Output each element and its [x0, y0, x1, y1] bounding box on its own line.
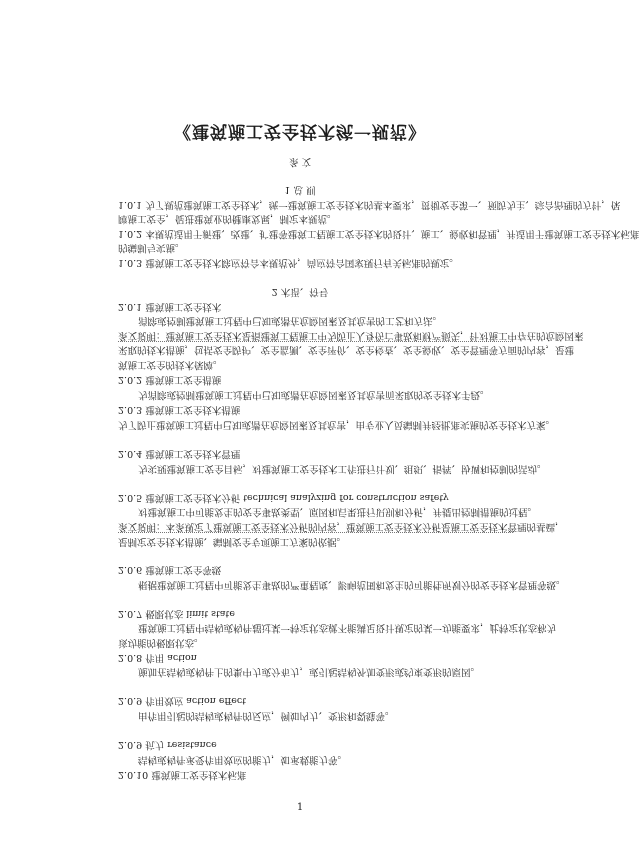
text-line: 障施工安全，促进建筑业的健康发展，制定本规范。 — [118, 213, 337, 224]
term-heading: 2.0.3 建筑施工安全技术措施 — [118, 404, 241, 415]
term-heading: 2.0.7 极限状态 limit state — [118, 608, 235, 619]
note-line: 采取的技术措施，包括安全防护、安全监测、安全评价、安全检查、安全验收、安全管理等方面的内容，是建 — [118, 344, 575, 355]
text-line: 1.0.1 为了规范建筑施工安全技术，统一建筑施工安全技术的基本要求，贯彻安全第一、预防为主、综合治理的方针，保 — [118, 199, 621, 210]
note-line: 条文说明：建筑施工安全技术是指建筑工程施工中为防止人身伤亡事故和财产损失，针对施工中存在的危险因素 — [118, 330, 584, 341]
text-line: 1.0.3 建筑施工安全技术除应符合本规范外，尚应符合国家现行有关标准的规定。 — [118, 257, 459, 268]
section-heading-terms: 2 术语、符号 — [271, 286, 329, 297]
term-heading: 2.0.9 作用效应 action effect — [118, 695, 247, 706]
term-heading: 2.0.1 建筑施工安全技术 — [118, 301, 222, 312]
text-line: 由作用引起的结构或构件的反应，例如内力、变形和裂缝等。 — [138, 710, 395, 721]
term-heading: 2.0.4 建筑施工安全技术管理 — [118, 448, 241, 459]
text-line: 该功能的极限状态。 — [118, 637, 204, 648]
note-line: 条文说明：本条规定了建筑施工安全技术分析的内容，建筑施工安全技术分析是施工安全技术管理的基础， — [118, 521, 565, 532]
text-line: 为实现建筑施工安全目标，对建筑施工安全技术工作进行计划、组织、指挥、协调和控制的活动。 — [138, 463, 547, 474]
term-heading: 2.0.8 作用 action — [118, 652, 197, 663]
text-line: 建筑施工过程中结构或构件超过某一特定状态就不能满足设计规定的某一功能要求，此特定状态称为 — [138, 622, 557, 633]
text-line: 为消除或控制建筑施工过程中已知或潜在危险因素及其危害而采取的安全技术手段。 — [138, 389, 490, 400]
subtitle: 条 文 — [288, 156, 312, 167]
document-title: 《建筑施工安全技术统一规范》 — [174, 121, 426, 141]
term-heading: 2.0.5 建筑施工安全技术分析 technical analyzing for construction safety — [118, 492, 449, 503]
page-number: 1 — [296, 802, 304, 813]
text-line: 的编制与实施。 — [118, 242, 185, 253]
text-line: 结构或构件承受作用效应的能力，如承载能力等。 — [138, 754, 348, 765]
note-line: 是制定安全技术措施、编制安全专项施工方案的依据。 — [118, 536, 347, 547]
text-line: 1.0.2 本规范适用于新建、改建、扩建等建筑工程施工安全技术的设计、施工、验收和管理，并适用于建筑施工安全技术标准 — [118, 228, 639, 239]
text-line: 施加在结构或构件上的集中力或分布力，或引起结构外加变形或约束变形的原因。 — [138, 666, 481, 677]
note-line: 筑施工安全的技术保障。 — [118, 359, 223, 370]
term-heading: 2.0.9 抗力 resistance — [118, 739, 217, 750]
term-heading: 2.0.6 建筑施工安全等级 — [118, 564, 222, 575]
section-heading-general: 1 总 则 — [284, 184, 316, 195]
text-line: 为了防止建筑施工过程中已知或潜在危险因素及其危害，由专业人员编制并经批准实施的安全技术方案。 — [118, 419, 556, 430]
text-line: 对建筑施工中可能发生的安全事故类型、原因和后果进行识别和分析，并提出控制措施的过程。 — [138, 506, 538, 517]
text-line: 消除或控制建筑施工过程中已知或潜在危险因素及其危害的工艺和方法。 — [138, 315, 443, 326]
text-line: 根据建筑施工过程中可能发生事故的严重程度、影响范围和发生的可能性所划分的安全技术管理等级。 — [138, 579, 566, 590]
term-heading: 2.0.10 建筑施工安全技术标准 — [118, 769, 247, 780]
term-heading: 2.0.2 建筑施工安全措施 — [118, 374, 222, 385]
